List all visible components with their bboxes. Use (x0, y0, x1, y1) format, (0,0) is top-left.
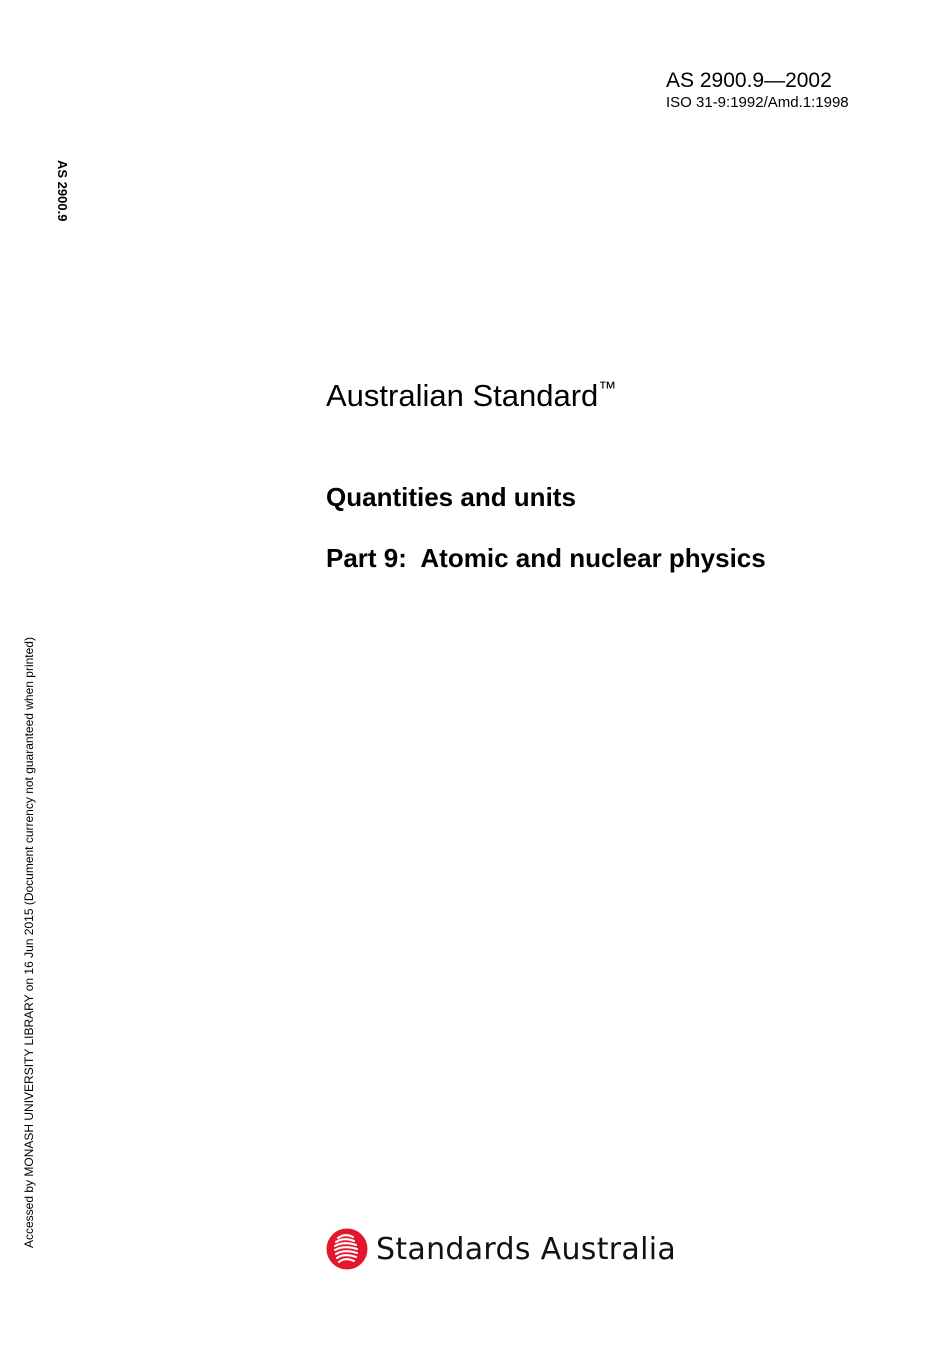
spine-label: AS 2900.9 (55, 160, 70, 222)
part-title: Atomic and nuclear physics (420, 543, 766, 573)
standards-australia-logo-icon (326, 1228, 368, 1270)
publisher-logo (326, 1226, 676, 1272)
part-title-line (326, 542, 766, 574)
brand-name: Australian Standard (326, 378, 599, 413)
document-title: Quantities and units (326, 482, 576, 512)
part-label: Part 9: (326, 543, 407, 573)
publisher-name: Standards Australia (376, 1231, 677, 1267)
standard-number: AS 2900.9—2002 (666, 69, 832, 92)
brand-line (326, 376, 616, 416)
trademark-symbol: ™ (598, 378, 617, 398)
spine-label-container (53, 160, 73, 240)
access-note: Accessed by MONASH UNIVERSITY LIBRARY on 16 Jun 2015 (Document currency not guaranteed when printed) (22, 637, 36, 1248)
iso-reference: ISO 31-9:1992/Amd.1:1998 (666, 94, 849, 111)
